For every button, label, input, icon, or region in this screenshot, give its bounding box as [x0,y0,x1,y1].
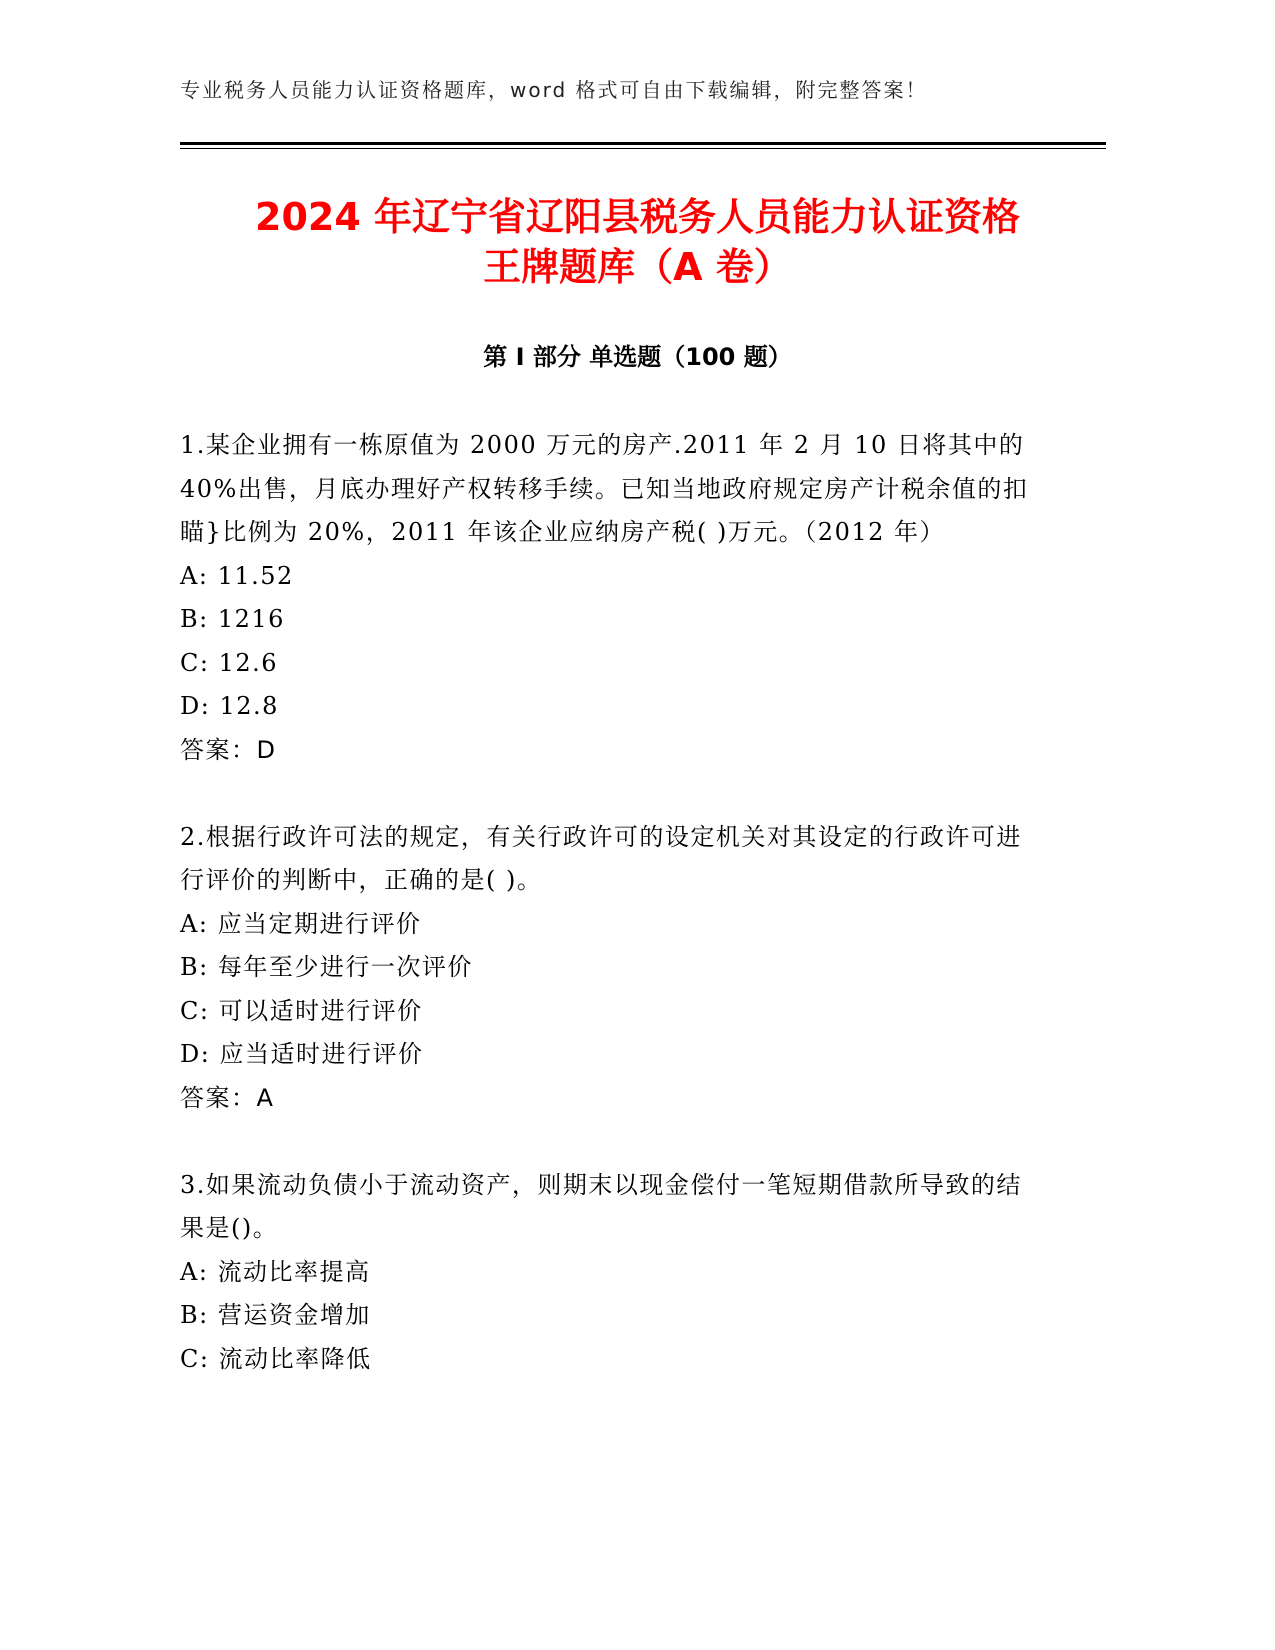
option-a [180,555,1040,599]
question-stem: 2.根据行政许可法的规定，有关行政许可的设定机关对其设定的行政许可进行评价的判断中，正确的是( )。 [180,822,1022,894]
option-label: A: [180,909,209,938]
option-label: C: [180,996,210,1025]
option-text: 每年至少进行一次评价 [217,953,473,981]
option-label: B: [180,605,209,633]
option-text: 流动比率降低 [218,1344,372,1373]
option-c [180,990,1040,1034]
option-label: B: [180,1301,209,1329]
option-text: 12.8 [219,692,279,720]
option-label: A: [180,1257,209,1286]
document-title-line-1: 2024 年辽宁省辽阳县税务人员能力认证资格 [255,195,1020,239]
option-d [180,685,1040,729]
question-stem: 1.某企业拥有一栋原值为 2000 万元的房产.2011 年 2 月 10 日将其中的 40%出售，月底办理好产权转移手续。已知当地政府规定房产计税余值的扣瞄}比例为 20%，2011 年该企业应纳房产税( )万元。（2012 年） [180,431,1029,546]
document-title [150,192,1125,292]
option-c [180,642,1040,686]
option-text: 应当定期进行评价 [217,909,422,938]
answer: 答案：A [180,1083,275,1112]
header-rule-thick [180,142,1106,145]
option-label: A: [180,561,209,590]
option-label: B: [180,953,209,981]
document-title-line-2: 王牌题库（A 卷） [483,245,792,289]
question-stem: 3.如果流动负债小于流动资产，则期末以现金偿付一笔短期借款所导致的结果是()。 [180,1170,1022,1242]
question-1 [180,424,1040,772]
option-label: C: [180,648,210,677]
option-text: 应当适时进行评价 [219,1040,424,1068]
header-rule-thin [180,148,1106,149]
option-d [180,1033,1040,1077]
option-text: 流动比率提高 [217,1257,371,1286]
option-b [180,1294,1040,1338]
option-text: 营运资金增加 [217,1301,371,1329]
option-text: 12.6 [218,648,279,677]
option-a [180,1251,1040,1295]
option-text: 1216 [217,605,285,633]
question-3 [180,1164,1040,1382]
question-2 [180,816,1040,1121]
option-label: C: [180,1344,210,1373]
option-text: 11.52 [217,561,294,590]
question-list [180,424,1040,1381]
answer: 答案：D [180,735,277,764]
section-heading: 第 I 部分 单选题（100 题） [483,343,792,371]
option-b [180,946,1040,990]
option-text: 可以适时进行评价 [218,996,423,1025]
option-label: D: [180,1040,211,1068]
option-c [180,1338,1040,1382]
header-note: 专业税务人员能力认证资格题库，word 格式可自由下载编辑，附完整答案！ [180,78,928,102]
option-label: D: [180,692,211,720]
option-b [180,598,1040,642]
option-a [180,903,1040,947]
